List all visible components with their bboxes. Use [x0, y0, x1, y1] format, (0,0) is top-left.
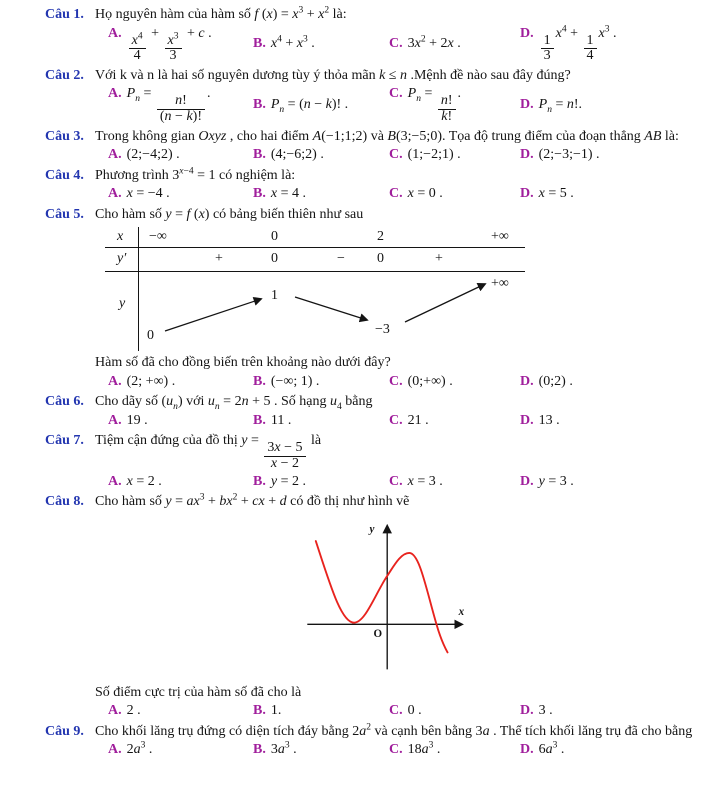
question-7: [0, 432, 697, 490]
x-value: 0: [271, 229, 278, 245]
option-letter: B.: [253, 412, 266, 428]
options-row: [0, 85, 697, 124]
option-text: $x^4 + x^3$ .: [270, 34, 315, 52]
option-letter: D.: [520, 97, 534, 113]
options-row: [0, 146, 697, 164]
option-A: [108, 25, 253, 64]
y-row-label: y: [119, 296, 126, 312]
option-text: x = −4 .: [126, 186, 170, 202]
option-text: $18a^3$ .: [407, 740, 441, 758]
x-axis-label: x: [458, 605, 465, 618]
option-letter: D.: [520, 742, 534, 758]
options-row: [0, 373, 697, 391]
option-text: 1.: [270, 703, 282, 719]
option-text: $6a^3$ .: [538, 740, 565, 758]
question-text: Họ nguyên hàm của hàm số f $(x) = x^3 + x^2$ là:: [95, 5, 347, 22]
option-text: 0 .: [407, 703, 422, 719]
question-number: Câu 8.: [45, 494, 84, 510]
y-prime-row-label: y′: [117, 251, 127, 267]
option-letter: D.: [520, 412, 534, 428]
option-letter: A.: [108, 742, 122, 758]
option-B: [253, 412, 389, 430]
cubic-function-graph: [292, 513, 496, 683]
option-A: [108, 373, 253, 391]
option-letter: C.: [389, 373, 403, 389]
option-letter: D.: [520, 186, 534, 202]
y-axis-label: y: [369, 523, 375, 536]
option-text: $2a^3$ .: [126, 740, 153, 758]
option-text: (2;−4;2) .: [126, 147, 180, 163]
option-text: x = 2 .: [126, 473, 162, 489]
option-letter: B.: [253, 186, 266, 202]
option-C: [389, 146, 520, 164]
option-text: $\frac{1}{3}$ $x^4$ + $\frac{1}{4}$ $x^3$ .: [539, 26, 617, 41]
option-C: [389, 702, 520, 720]
option-letter: C.: [389, 412, 403, 428]
option-letter: C.: [389, 86, 403, 102]
option-text: $P_n = n$!.: [538, 97, 583, 116]
option-B: [253, 373, 389, 391]
option-A: [108, 741, 253, 759]
question-text: Cho hàm số y = f (x) có bảng biến thiên như sau: [95, 206, 364, 222]
option-letter: D.: [520, 373, 534, 389]
question-text: Với k và n là hai số nguyên dương tùy ý thỏa mãn k ≤ n .Mệnh đề nào sau đây đúng?: [95, 67, 571, 83]
option-letter: D.: [520, 25, 534, 41]
option-D: [520, 185, 697, 203]
option-letter: C.: [389, 473, 403, 489]
question-5: [0, 206, 697, 391]
y-prime-sign: +: [435, 251, 443, 267]
option-text: (0;+∞) .: [407, 373, 453, 389]
option-C: [389, 85, 520, 124]
option-letter: B.: [253, 147, 266, 163]
option-letter: A.: [108, 25, 122, 41]
option-B: [253, 35, 389, 53]
option-letter: C.: [389, 703, 403, 719]
option-letter: B.: [253, 473, 266, 489]
question-2: [0, 67, 697, 125]
arrow-down: [295, 297, 367, 320]
option-D: [520, 373, 697, 391]
option-letter: A.: [108, 147, 122, 163]
variation-arrows: [105, 227, 525, 351]
option-text: x = 3 .: [407, 473, 443, 489]
x-row-label: x: [117, 229, 124, 245]
table-rule-2: [105, 271, 525, 272]
option-letter: B.: [253, 373, 266, 389]
question-text-2: Hàm số đã cho đồng biến trên khoảng nào dưới đây?: [95, 355, 391, 371]
question-number: Câu 4.: [45, 167, 84, 183]
option-A: [108, 185, 253, 203]
option-text: 13 .: [538, 412, 560, 428]
option-B: [253, 702, 389, 720]
option-D: [520, 146, 697, 164]
option-D: [520, 741, 697, 759]
option-letter: A.: [108, 473, 122, 489]
option-A: [108, 412, 253, 430]
options-row: [0, 412, 697, 430]
option-text: $P_n$ = $\frac{n!}{k!}$ .: [407, 86, 462, 125]
option-B: [253, 146, 389, 164]
arrow-up-1: [165, 299, 261, 331]
question-text: Tiệm cận đứng của đồ thị y = $\frac{3x - 5}{x - 2}$ là: [95, 433, 322, 471]
question-text: Trong không gian Oxyz , cho hai điểm A(−1;1;2) và B(3;−5;0). Tọa độ trung điểm của đoạn thẳng AB là:: [95, 128, 679, 144]
option-letter: C.: [389, 742, 403, 758]
question-9: [0, 723, 697, 759]
question-number: Câu 5.: [45, 206, 84, 222]
table-divider: [138, 227, 139, 351]
options-row: [0, 741, 697, 759]
question-4: [0, 167, 697, 203]
option-letter: D.: [520, 147, 534, 163]
question-text-2: Số điểm cực trị của hàm số đã cho là: [95, 684, 302, 700]
option-letter: C.: [389, 186, 403, 202]
option-text: x = 4 .: [270, 186, 306, 202]
option-D: [520, 412, 697, 430]
option-B: [253, 185, 389, 203]
option-letter: B.: [253, 703, 266, 719]
option-text: $3x^2 + 2x$ .: [407, 34, 461, 52]
option-text: (2; +∞) .: [126, 373, 176, 389]
option-text: $P_n$ = $\frac{n!}{(n - k)!}$ .: [126, 86, 211, 125]
x-value: +∞: [491, 229, 509, 245]
option-text: x = 5 .: [538, 186, 574, 202]
question-8: [0, 493, 697, 720]
option-text: $3a^3$ .: [270, 740, 297, 758]
option-text: (2;−3;−1) .: [538, 147, 600, 163]
option-letter: A.: [108, 86, 122, 102]
y-prime-sign: −: [337, 251, 345, 267]
option-letter: B.: [253, 36, 266, 52]
y-prime-sign: 0: [271, 251, 278, 267]
option-C: [389, 35, 520, 53]
option-letter: A.: [108, 186, 122, 202]
option-A: [108, 473, 253, 491]
option-C: [389, 473, 520, 491]
option-D: [520, 96, 697, 114]
x-value: −∞: [149, 229, 167, 245]
option-letter: A.: [108, 412, 122, 428]
option-text: 3 .: [538, 703, 553, 719]
option-letter: B.: [253, 97, 266, 113]
question-1: [0, 6, 697, 64]
option-text: (4;−6;2) .: [270, 147, 324, 163]
option-text: 19 .: [126, 412, 148, 428]
table-rule-1: [105, 247, 525, 248]
option-D: [520, 473, 697, 491]
option-text: 11 .: [270, 412, 292, 428]
question-text: Phương trình $3^{x-4} = 1$ có nghiệm là:: [95, 166, 296, 183]
y-prime-sign: +: [215, 251, 223, 267]
option-A: [108, 85, 253, 124]
question-3: [0, 128, 697, 164]
options-row: [0, 25, 697, 64]
option-text: (1;−2;1) .: [407, 147, 461, 163]
option-text: $\frac{x^4}{4}$ + $\frac{x^3}{3}$ + c .: [127, 26, 212, 41]
option-C: [389, 412, 520, 430]
option-letter: A.: [108, 703, 122, 719]
y-limit-end: +∞: [491, 276, 509, 292]
options-row: [0, 185, 697, 203]
question-6: [0, 393, 697, 429]
arrow-up-2: [405, 284, 485, 322]
option-letter: A.: [108, 373, 122, 389]
question-number: Câu 7.: [45, 433, 84, 449]
origin-label: O: [373, 627, 383, 640]
question-number: Câu 6.: [45, 394, 84, 410]
option-text: 21 .: [407, 412, 429, 428]
option-text: 2 .: [126, 703, 141, 719]
question-number: Câu 3.: [45, 128, 84, 144]
question-text: Cho khối lăng trụ đứng có diện tích đáy bằng $2a^2$ và cạnh bên bằng 3a . Thể tích khối lăng trụ đã cho bằng: [95, 721, 693, 739]
option-C: [389, 373, 520, 391]
option-text: $P_n = (n - k)$! .: [270, 97, 349, 116]
option-C: [389, 185, 520, 203]
option-C: [389, 741, 520, 759]
option-B: [253, 741, 389, 759]
option-letter: C.: [389, 147, 403, 163]
option-text: x = 0 .: [407, 186, 443, 202]
options-row: [0, 473, 697, 491]
option-letter: C.: [389, 36, 403, 52]
y-local-min: −3: [375, 322, 390, 338]
x-value: 2: [377, 229, 384, 245]
y-limit-start: 0: [147, 328, 154, 344]
question-number: Câu 9.: [45, 723, 84, 739]
option-B: [253, 473, 389, 491]
option-D: [520, 702, 697, 720]
option-D: [520, 25, 697, 64]
option-letter: B.: [253, 742, 266, 758]
option-A: [108, 146, 253, 164]
question-number: Câu 1.: [45, 7, 84, 22]
question-text: Cho hàm số $y = ax^3 + bx^2$ + cx + d có đồ thị như hình vẽ: [95, 492, 410, 510]
option-text: y = 3 .: [538, 473, 574, 489]
option-text: (−∞; 1) .: [270, 373, 320, 389]
option-letter: D.: [520, 473, 534, 489]
y-local-max: 1: [271, 288, 278, 304]
question-text: Cho dãy số $(u_n)$ với $u_n = 2n + 5$ . Số hạng $u_4$ bằng: [95, 394, 373, 413]
options-row: [0, 702, 697, 720]
option-B: [253, 96, 389, 114]
y-prime-sign: 0: [377, 251, 384, 267]
option-letter: D.: [520, 703, 534, 719]
variation-table: [105, 227, 525, 351]
option-text: y = 2 .: [270, 473, 306, 489]
question-number: Câu 2.: [45, 67, 84, 83]
option-A: [108, 702, 253, 720]
option-text: (0;2) .: [538, 373, 573, 389]
